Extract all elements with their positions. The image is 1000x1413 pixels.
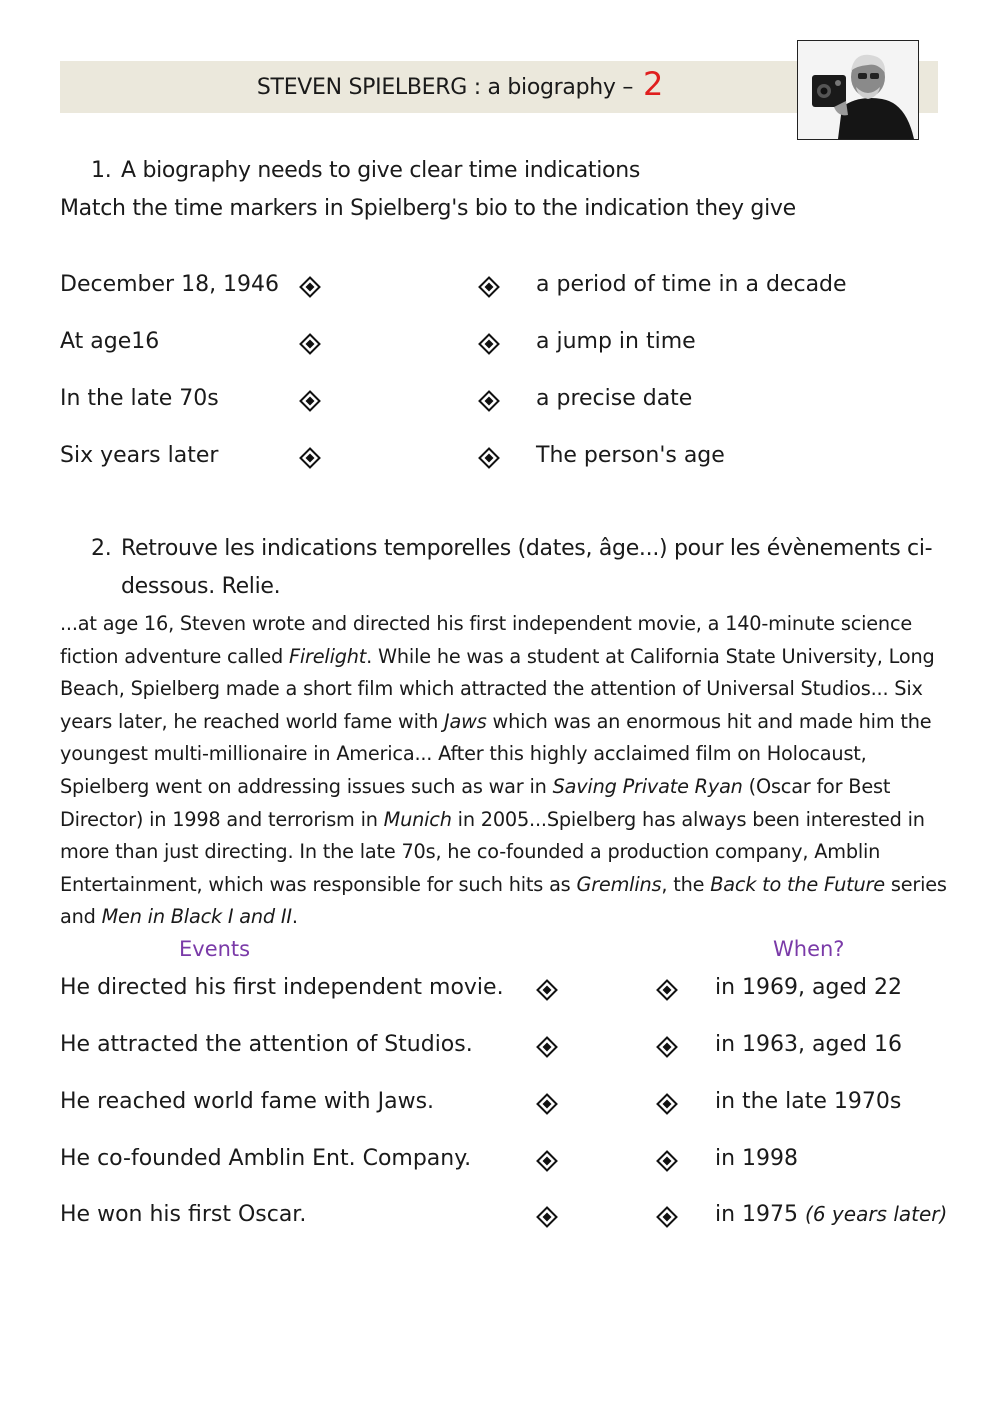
section2-number: 2. [91, 536, 112, 561]
match-diamond-icon[interactable] [299, 333, 321, 355]
indication-item: The person's age [536, 443, 725, 468]
section1-number: 1. [91, 158, 112, 183]
match-diamond-icon[interactable] [478, 447, 500, 469]
match-diamond-icon[interactable] [299, 447, 321, 469]
section1-heading [91, 158, 640, 183]
when-item [715, 1202, 947, 1227]
passage-text: in 2005...Spielberg has always been interested in more than just directing. In the late 70s, he co-founded a production company, Amblin Entertainment, which was responsible for such hits as [60, 807, 925, 896]
when-item-text: in 1975 [715, 1202, 799, 1227]
time-marker-item: Six years later [60, 443, 219, 468]
time-marker-item: December 18, 1946 [60, 272, 280, 297]
indication-item: a precise date [536, 386, 693, 411]
event-item: He directed his first independent movie. [60, 975, 504, 1000]
page-title-text: STEVEN SPIELBERG : a biography – [256, 74, 634, 100]
match-diamond-icon[interactable] [536, 979, 558, 1001]
event-item: He co-founded Amblin Ent. Company. [60, 1146, 472, 1171]
event-item: He reached world fame with Jaws. [60, 1089, 435, 1114]
match-diamond-icon[interactable] [536, 1036, 558, 1058]
match-diamond-icon[interactable] [656, 1150, 678, 1172]
passage-text: . While he was a student at California State University, Long Beach, Spielberg made a short film which attracted the attention of Universal Studios... Six years later, he reached world fame with [60, 644, 935, 733]
when-item: in 1998 [715, 1146, 799, 1171]
section1-instruction: Match the time markers in Spielberg's bio to the indication they give [60, 196, 796, 221]
passage-text: which was an enormous hit and made him the youngest multi-millionaire in America... After this highly acclaimed film on Holocaust, Spielberg went on addressing issues such as war in [60, 709, 932, 798]
event-item: He won his first Oscar. [60, 1202, 307, 1227]
match-diamond-icon[interactable] [536, 1093, 558, 1115]
biography-passage [60, 608, 950, 934]
time-marker-item: At age16 [60, 329, 160, 354]
page-number: 2 [643, 65, 664, 103]
time-marker-item: In the late 70s [60, 386, 219, 411]
passage-title: Jaws [444, 709, 487, 733]
match-diamond-icon[interactable] [299, 276, 321, 298]
when-item: in 1963, aged 16 [715, 1032, 902, 1057]
passage-title: Back to the Future [710, 872, 885, 896]
indication-item: a jump in time [536, 329, 696, 354]
passage-title: Firelight [289, 644, 367, 668]
match-diamond-icon[interactable] [299, 390, 321, 412]
events-column-header: Events [179, 937, 251, 961]
passage-title: Men in Black I and II [101, 905, 292, 929]
page-title [60, 61, 860, 113]
passage-title: Saving Private Ryan [552, 774, 743, 798]
passage-text: , the [661, 872, 711, 896]
when-column-header: When? [773, 937, 845, 961]
passage-title: Munich [383, 807, 452, 831]
passage-title: Gremlins [576, 872, 662, 896]
match-diamond-icon[interactable] [536, 1150, 558, 1172]
when-item-note: (6 years later) [805, 1202, 948, 1226]
match-diamond-icon[interactable] [478, 390, 500, 412]
passage-text: ...at age 16, Steven wrote and directed his first independent movie, a 140-minute science fiction adventure called [60, 612, 913, 668]
when-item: in 1969, aged 22 [715, 975, 902, 1000]
section1-heading-text: A biography needs to give clear time indications [121, 158, 641, 183]
match-diamond-icon[interactable] [656, 979, 678, 1001]
match-diamond-icon[interactable] [656, 1206, 678, 1228]
match-diamond-icon[interactable] [478, 276, 500, 298]
match-diamond-icon[interactable] [478, 333, 500, 355]
spielberg-photo [797, 40, 919, 140]
when-item: in the late 1970s [715, 1089, 902, 1114]
section2-heading-line1: Retrouve les indications temporelles (dates, âge...) pour les évènements ci- [121, 536, 933, 561]
passage-text: . [291, 905, 298, 929]
match-diamond-icon[interactable] [656, 1093, 678, 1115]
passage-text: series and [60, 872, 947, 929]
indication-item: a period of time in a decade [536, 272, 847, 297]
section2-heading-line2: dessous. Relie. [121, 574, 281, 599]
event-item: He attracted the attention of Studios. [60, 1032, 473, 1057]
section2-heading [91, 536, 932, 561]
match-diamond-icon[interactable] [656, 1036, 678, 1058]
match-diamond-icon[interactable] [536, 1206, 558, 1228]
passage-text: (Oscar for Best Director) in 1998 and terrorism in [60, 774, 891, 831]
